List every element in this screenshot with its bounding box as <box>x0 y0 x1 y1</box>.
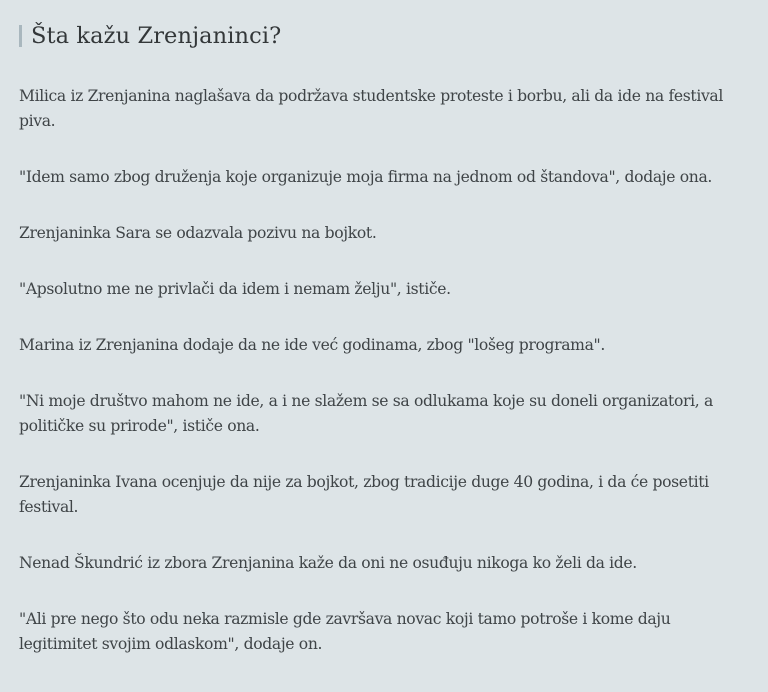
paragraph-sara: Zrenjaninka Sara se odazvala pozivu na bojkot. <box>19 224 377 242</box>
paragraph-marina: Marina iz Zrenjanina dodaje da ne ide već godinama, zbog "lošeg programa". <box>19 336 605 354</box>
heading-accent-bar <box>19 25 22 47</box>
section-header <box>19 16 728 56</box>
paragraph-milica: Milica iz Zrenjanina naglašava da podržava studentske proteste i borbu, ali da ide na festival piva. <box>19 87 723 130</box>
paragraph-nenad: Nenad Škundrić iz zbora Zrenjanina kaže da oni ne osuđuju nikoga ko želi da ide. <box>19 554 637 572</box>
section-title: Šta kažu Zrenjaninci? <box>31 23 282 49</box>
paragraph-sara-quote: "Apsolutno me ne privlači da idem i nemam želju", ističe. <box>19 280 451 298</box>
paragraph-milica-quote: "Idem samo zbog druženja koje organizuje moja firma na jednom od štandova", dodaje ona. <box>19 168 713 186</box>
paragraph-nenad-quote: "Ali pre nego što odu neka razmisle gde završava novac koji tamo potroše i kome daju legitimitet svojim odlaskom", dodaje on. <box>19 610 671 653</box>
paragraph-marina-quote: "Ni moje društvo mahom ne ide, a i ne slažem se sa odlukama koje su doneli organizatori, a političke su prirode", ističe ona. <box>19 392 713 435</box>
paragraph-ivana: Zrenjaninka Ivana ocenjuje da nije za bojkot, zbog tradicije duge 40 godina, i da će posetiti festival. <box>19 473 709 516</box>
